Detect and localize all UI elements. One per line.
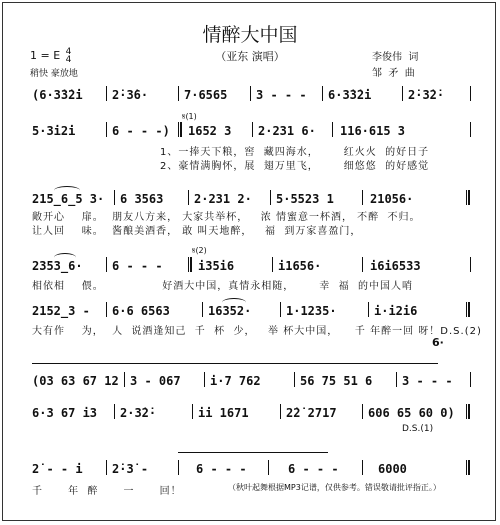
lyric-line-verse2: 让人回 味。 酱酿美酒香， 敢 叫天地醉， 福 到万家喜盈门， <box>32 226 362 237</box>
measure: 7·6565 <box>184 88 228 102</box>
repeat-barline <box>188 257 192 272</box>
measure: 2152̲3 - <box>32 304 90 318</box>
measure: 1652 3 <box>188 124 232 138</box>
measure: 2·231 2· <box>194 192 252 206</box>
barline <box>362 460 363 475</box>
measure: 6 3563 <box>120 192 164 206</box>
lyric-line: 千 年 醉 一 回！ <box>32 486 182 497</box>
barline <box>396 372 397 387</box>
measure: i35i6 <box>198 259 235 273</box>
music-row-6 <box>32 370 472 388</box>
barline <box>106 460 107 475</box>
barline <box>202 302 203 317</box>
segno-mark-2: 𝄋(2) <box>192 246 207 255</box>
measure: i·7 762 <box>210 374 261 388</box>
measure: 5·3̇i2̇i <box>32 124 76 138</box>
barline <box>280 302 281 317</box>
key-label: 1 = E <box>30 49 61 62</box>
barline <box>106 122 107 137</box>
barline <box>368 302 369 317</box>
music-row-5 <box>32 300 472 318</box>
barline <box>470 372 471 387</box>
barline <box>332 122 333 137</box>
measure: 6·3 67 i3 <box>32 406 98 420</box>
repeat-barline <box>178 122 182 137</box>
measure: 6 - - -) <box>112 124 170 138</box>
music-row-4 <box>32 246 472 273</box>
music-row-7 <box>32 402 472 420</box>
barline <box>470 86 471 101</box>
barline <box>470 122 471 137</box>
ds2-note: 6· <box>432 336 444 349</box>
barline <box>362 190 363 205</box>
measure: 21056· <box>370 192 414 206</box>
measure: i1656· <box>278 259 322 273</box>
lyric-line: 大有作 为， 人 说酒逢知己 千 杯 少， 举 杯大中国， 千 年醉一回 呀！D.S.(2) <box>32 326 482 337</box>
measure: 6 - - - <box>288 462 339 476</box>
measure: (03 63 67 12 <box>32 374 119 388</box>
barline <box>106 302 107 317</box>
final-barline <box>466 460 470 475</box>
measure: 2̇·3̇6· <box>112 88 149 102</box>
measure: 6·3̇3̇2̇i <box>328 88 372 102</box>
barline <box>178 460 179 475</box>
barline <box>272 257 273 272</box>
time-bottom: 4 <box>65 55 72 65</box>
tie <box>222 298 246 307</box>
measure: 5·5523 1 <box>276 192 334 206</box>
barline <box>124 372 125 387</box>
repeat-barline <box>466 302 470 317</box>
measure: 2̇·3̇ - <box>112 462 149 476</box>
measure: 2̇ - - i <box>32 462 83 476</box>
barline <box>114 190 115 205</box>
barline <box>192 404 193 419</box>
barline <box>252 122 253 137</box>
song-title: 情醉大中国 <box>202 24 298 46</box>
music-row-8 <box>32 458 472 476</box>
barline <box>106 86 107 101</box>
barline <box>114 404 115 419</box>
measure: 2·231 6· <box>258 124 316 138</box>
measure: 6000 <box>378 462 407 476</box>
measure: 116·615 3 <box>340 124 406 138</box>
lyric-line-verse2: 2、豪情满胸怀，展 翅万里飞， 细悠悠 的好感觉 <box>160 161 430 172</box>
ds1-label: D.S.(1) <box>402 424 434 434</box>
time-signature <box>66 48 72 64</box>
barline <box>268 460 269 475</box>
barline <box>402 86 403 101</box>
lyric-line-verse1: 敞开心 扉。 朋友八方来， 大家共举杯， 浓 情蜜意一杯酒， 不醉 不归。 <box>32 212 421 223</box>
measure: 606 65 60 0) <box>368 406 455 420</box>
barline <box>178 86 179 101</box>
barline <box>204 372 205 387</box>
music-row-3 <box>32 188 472 206</box>
measure: 2·3̇2̇· <box>120 406 157 420</box>
barline <box>294 372 295 387</box>
barline <box>106 257 107 272</box>
barline <box>270 190 271 205</box>
measure: 2̇·3̇2̇· <box>408 88 445 102</box>
barline <box>250 86 251 101</box>
phrase-bracket <box>32 363 438 364</box>
tie <box>54 253 76 262</box>
footnote: （秋叶起舞根据MP3记谱，仅供参考。错误敬请批评指正。） <box>228 483 441 492</box>
measure: 6·6 6563 <box>112 304 170 318</box>
measure: 3 - - - <box>402 374 453 388</box>
measure: 3 - - - <box>256 88 307 102</box>
lyric-line: 相依相 偎。 好酒大中国，真情永相随， 幸 福 的中国人哨 <box>32 281 414 292</box>
music-row-1 <box>32 84 472 102</box>
measure: 3 - 067 <box>130 374 181 388</box>
measure: 2̇2̇ 2717 <box>286 406 337 420</box>
key-signature <box>30 48 71 64</box>
composer-credit: 邹 矛 曲 <box>372 68 415 79</box>
time-top: 4 <box>65 47 72 57</box>
repeat-barline <box>466 404 470 419</box>
barline <box>362 404 363 419</box>
segno-mark-1: 𝄋(1) <box>182 112 197 121</box>
tie-long <box>178 452 328 453</box>
lyricist-credit: 李俊伟 词 <box>372 52 419 63</box>
measure: 6 - - - <box>112 259 163 273</box>
barline <box>470 257 471 272</box>
measure: 6 - - - <box>196 462 247 476</box>
music-row-2 <box>32 112 472 138</box>
measure: 2353̲6· <box>32 259 83 273</box>
barline <box>362 257 363 272</box>
measure: 16352· <box>208 304 252 318</box>
measure: 1·1235· <box>286 304 337 318</box>
measure: i·i2̇i6 <box>374 304 418 318</box>
measure: (6·3̇3̇2̇i <box>32 88 83 102</box>
measure: 215̲6̲5 3· <box>32 192 105 206</box>
barline <box>280 404 281 419</box>
tempo-marking: 稍快 豪放地 <box>30 69 78 79</box>
repeat-barline <box>466 190 470 205</box>
measure: 56 75 51 6 <box>300 374 373 388</box>
measure: i̇i 1671 <box>198 406 249 420</box>
measure: i6i6533 <box>370 259 421 273</box>
barline <box>322 86 323 101</box>
barline <box>188 190 189 205</box>
song-subtitle: （亚东 演唱） <box>215 50 285 63</box>
tie <box>54 186 80 195</box>
lyric-line-verse1: 1、一捧天下粮，窖 藏四海水， 红火火 的好日子 <box>160 147 430 158</box>
